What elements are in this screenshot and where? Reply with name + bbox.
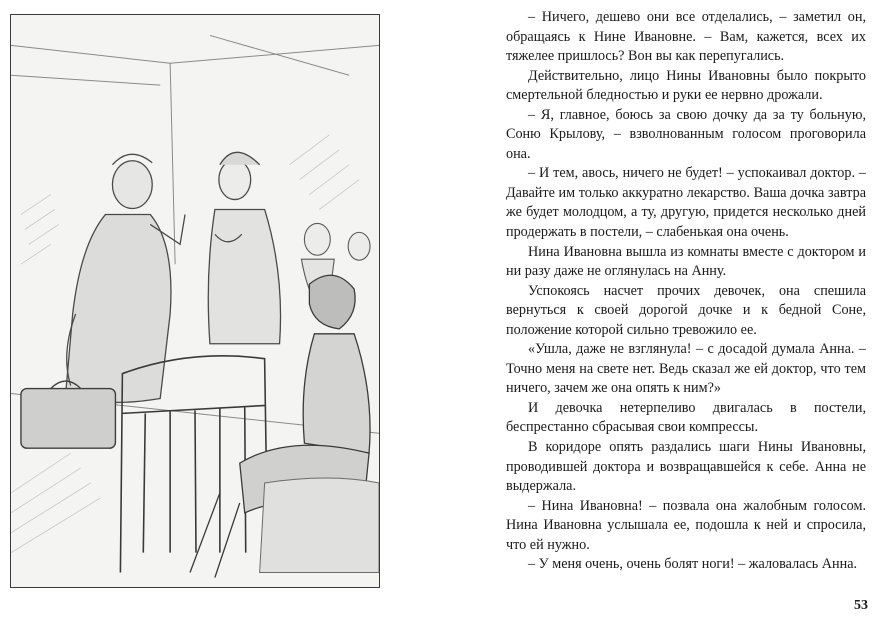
illustration-frame bbox=[10, 14, 380, 588]
bed-blanket bbox=[260, 478, 379, 572]
paragraph: И девочка нетерпеливо двигалась в постели, беспрестанно сбрасывая свои компрессы. bbox=[506, 399, 866, 436]
paragraph: Действительно, лицо Нины Ивановны было покрыто смертельной бледностью и руки ее нервно дрожали. bbox=[506, 67, 866, 104]
woman-figure bbox=[208, 152, 280, 343]
paragraph: – Нина Ивановна! – позвала она жалобным голосом. Нина Ивановна услышала ее, подошла к ней и спросила, что ей нужно. bbox=[506, 497, 866, 553]
page-number: 53 bbox=[854, 598, 868, 613]
paragraph: – У меня очень, очень болят ноги! – жаловалась Анна. bbox=[528, 556, 858, 573]
paragraph: – И тем, авось, ничего не будет! – успокаивал доктор. – Давайте им только аккуратно лекарство. Ваша дочка завтра же будет молодцом, а ту, другую, придется несколько дней продержать в постели, – слабенькая она очень. bbox=[506, 165, 866, 241]
book-text-column bbox=[506, 8, 866, 575]
paragraph: Нина Ивановна вышла из комнаты вместе с доктором и ни разу даже не оглянулась на Анну. bbox=[506, 243, 866, 280]
paragraph: «Ушла, даже не взглянула! – с досадой думала Анна. – Точно меня на свете нет. Ведь сказал же ей доктор, что тем ничего, зачем же она опять к ним?» bbox=[506, 341, 866, 397]
paragraph: В коридоре опять раздались шаги Нины Ивановны, проводившей доктора и возвращавшейся к себе. Анна не выдержала. bbox=[506, 439, 866, 495]
paragraph: – Я, главное, боюсь за свою дочку да за ту больную, Соню Крылову, – взволнованным голосом проговорила она. bbox=[506, 106, 866, 162]
paragraph: Успокоясь насчет прочих девочек, она спешила вернуться к своей дорогой дочке и к бедной Соне, положение которой сильно тревожило ее. bbox=[506, 282, 866, 338]
paragraph: – Ничего, дешево они все отделались, – заметил он, обращаясь к Нине Ивановне. – Вам, кажется, всех их тяжелее пришлось? Вон вы как перепугались. bbox=[506, 9, 866, 65]
pencil-sketch-illustration bbox=[11, 15, 379, 587]
doctor-bag bbox=[21, 381, 115, 448]
doctor-figure bbox=[66, 154, 185, 402]
